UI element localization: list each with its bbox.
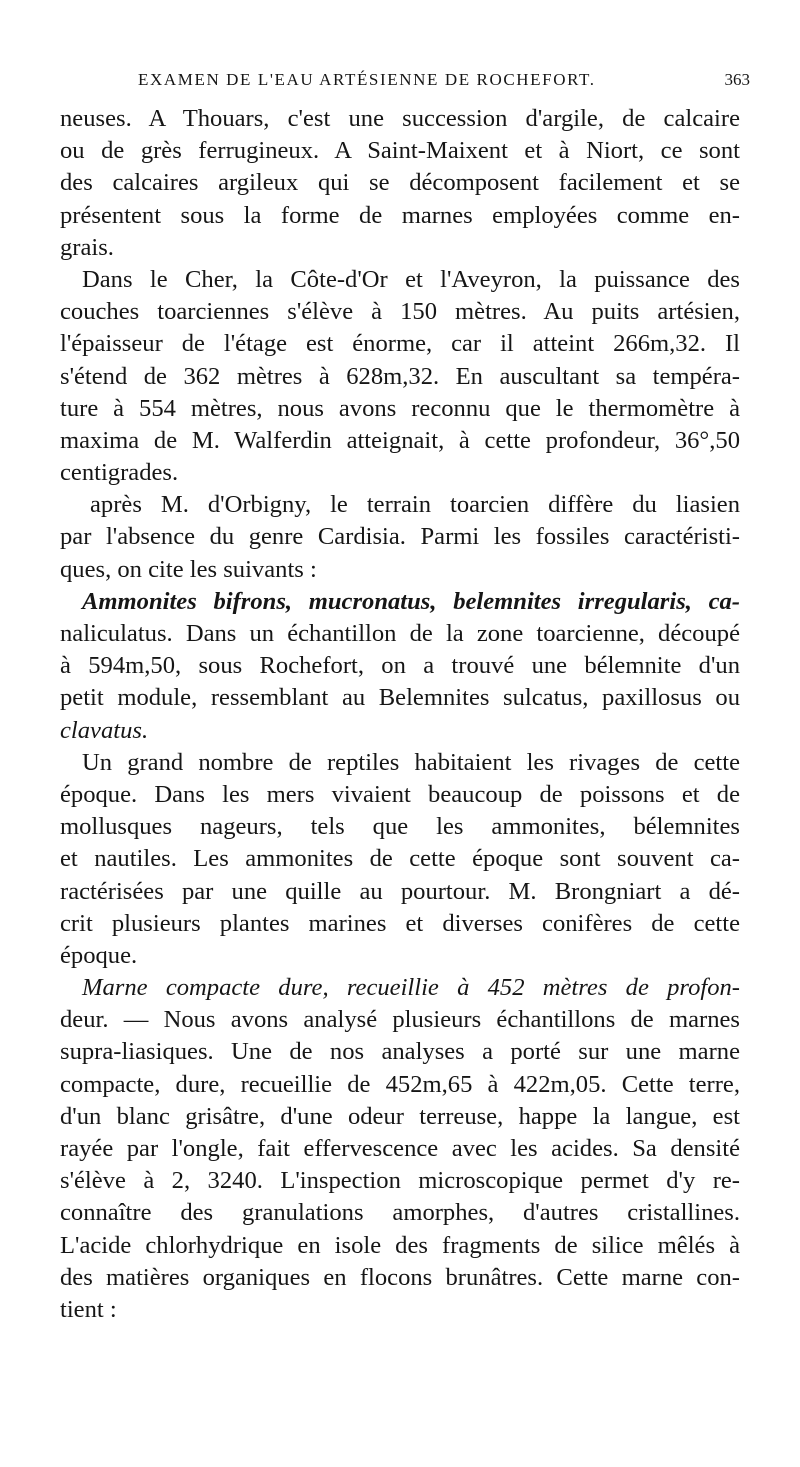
text-line: par l'absence du genre Cardisia. Parmi les fossiles caractéristi- [60,523,740,551]
text-line: deur. — Nous avons analysé plusieurs échantillons de marnes [60,1006,740,1034]
text-line: neuses. A Thouars, c'est une succession d'argile, de calcaire [60,105,740,132]
running-header [60,70,750,98]
text-line: rayée par l'ongle, fait effervescence avec les acides. Sa densité [60,1135,740,1162]
text-line: petit module, ressemblant au Belemnites sulcatus, paxillosus ou [60,684,740,712]
text-line: présentent sous la forme de marnes employées comme en- [60,201,740,229]
text-line: Marne compacte dure, recueillie à 452 mètres de profon- [82,974,740,1002]
text-line: crit plusieurs plantes marines et diverses conifères de cette [60,909,740,937]
text-line: centigrades. [60,459,179,487]
text-line: Un grand nombre de reptiles habitaient les rivages de cette [82,748,740,776]
text-line: ou de grès ferrugineux. A Saint-Maixent et à Niort, ce sont [60,137,740,165]
text-line: des matières organiques en flocons brunâtres. Cette marne con- [60,1263,740,1291]
text-line: des calcaires argileux qui se décomposent facilement et se [60,169,740,197]
text-line: époque. Dans les mers vivaient beaucoup de poissons et de [60,780,740,808]
text-line: grais. [60,233,114,261]
text-line: Ammonites bifrons, mucronatus, belemnites irregularis, ca- [82,587,740,615]
text-line: connaître des granulations amorphes, d'autres cristallines. [60,1199,740,1227]
text-line: Dans le Cher, la Côte-d'Or et l'Aveyron, la puissance des [82,265,740,293]
text-line: couches toarciennes s'élève à 150 mètres. Au puits artésien, [60,298,740,326]
text-line: L'acide chlorhydrique en isole des fragments de silice mêlés à [60,1231,740,1259]
book-page [60,0,750,1467]
text-line: l'épaisseur de l'étage est énorme, car il atteint 266m,32. Il [60,330,740,358]
text-line: naliculatus. Dans un échantillon de la zone toarcienne, découpé [60,620,740,647]
text-line: ques, on cite les suivants : [60,555,317,583]
text-line: mollusques nageurs, tels que les ammonites, bélemnites [60,813,740,841]
text-line: supra-liasiques. Une de nos analyses a porté sur une marne [60,1038,740,1066]
text-line: époque. [60,941,138,969]
text-line: maxima de M. Walferdin atteignait, à cette profondeur, 36°,50 [60,426,740,454]
text-line: à 594m,50, sous Rochefort, on a trouvé une bélemnite d'un [60,652,740,680]
text-line: compacte, dure, recueillie de 452m,65 à 422m,05. Cette terre, [60,1070,740,1098]
text-line: et nautiles. Les ammonites de cette époque sont souvent ca- [60,845,740,873]
page-number: 363 [724,70,750,89]
text-line: s'élève à 2, 3240. L'inspection microscopique permet d'y re- [60,1167,740,1195]
text-line: clavatus. [60,716,149,744]
text-line: ractérisées par une quille au pourtour. M. Brongniart a dé- [60,877,740,905]
text-line: s'étend de 362 mètres à 628m,32. En auscultant sa tempéra- [60,362,740,390]
text-line: d'un blanc grisâtre, d'une odeur terreuse, happe la langue, est [60,1102,740,1130]
text-line: tient : [60,1295,117,1323]
body-text [60,103,740,1326]
running-title: EXAMEN DE L'EAU ARTÉSIENNE DE ROCHEFORT. [138,70,596,89]
text-line: après M. d'Orbigny, le terrain toarcien diffère du liasien [90,491,740,519]
text-line: ture à 554 mètres, nous avons reconnu que le thermomètre à [60,394,740,422]
